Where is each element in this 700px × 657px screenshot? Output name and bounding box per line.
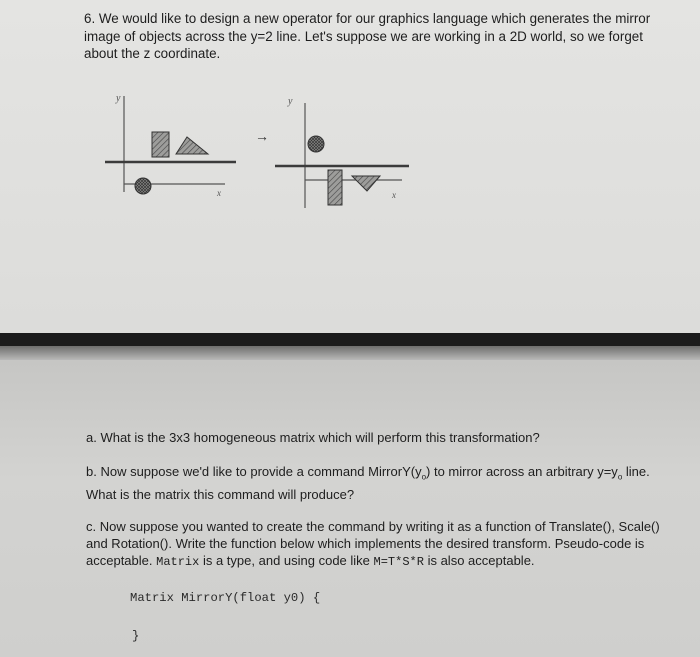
before-hatched-square xyxy=(152,132,169,157)
question-part-a: a. What is the 3x3 homogeneous matrix which will perform this transformation? xyxy=(86,430,540,445)
before-y-label: y xyxy=(116,93,121,104)
question-text: We would like to design a new operator for our graphics language which generates the mirror image of objects across the y=2 line. Let's suppose we are working in a 2D world, so we forget about the z coordinate. xyxy=(84,11,651,61)
code-signature: Matrix MirrorY(float y0) { xyxy=(130,591,321,605)
question-part-b xyxy=(86,463,666,503)
question-part-c xyxy=(86,518,666,571)
code-closing-brace: } xyxy=(132,629,140,643)
paper-bottom xyxy=(0,360,700,657)
transform-arrow-icon: → xyxy=(255,128,269,144)
part-c-code-type: Matrix xyxy=(156,555,200,569)
question-number: 6. xyxy=(84,11,96,26)
part-c-text-3: is also acceptable. xyxy=(427,553,535,568)
after-cross-circle xyxy=(308,136,324,152)
page-divider-shadow xyxy=(0,346,700,360)
part-b-subscript-2: o xyxy=(617,472,623,482)
mirror-figure xyxy=(100,88,430,223)
after-hatched-square xyxy=(328,170,342,205)
part-c-code-expr: M=T*S*R xyxy=(373,555,424,569)
part-c-text-2: is a type, and using code like xyxy=(202,553,370,568)
before-cross-circle xyxy=(135,178,151,194)
after-x-label: x xyxy=(392,190,396,200)
part-b-text-2: ) to mirror across an arbitrary y=y xyxy=(426,464,618,479)
page-divider xyxy=(0,333,700,346)
question-6 xyxy=(84,10,669,63)
after-panel xyxy=(275,96,409,208)
before-x-label: x xyxy=(217,188,221,198)
after-y-label: y xyxy=(288,96,293,107)
part-b-subscript-1: o xyxy=(421,472,427,482)
before-panel xyxy=(105,93,236,198)
before-hatched-triangle xyxy=(176,137,208,154)
part-b-text-1: b. Now suppose we'd like to provide a command MirrorY(y xyxy=(86,464,422,479)
after-hatched-triangle xyxy=(352,176,380,191)
part-b-text-3: line. What is the matrix this command will produce? xyxy=(86,464,650,502)
part-c-text-1: c. Now suppose you wanted to create the command by writing it as a function of Translate(), Scale() and Rotation(). Write the function below which implements the desired transform. Pseudo-code is acceptable. xyxy=(86,519,660,568)
